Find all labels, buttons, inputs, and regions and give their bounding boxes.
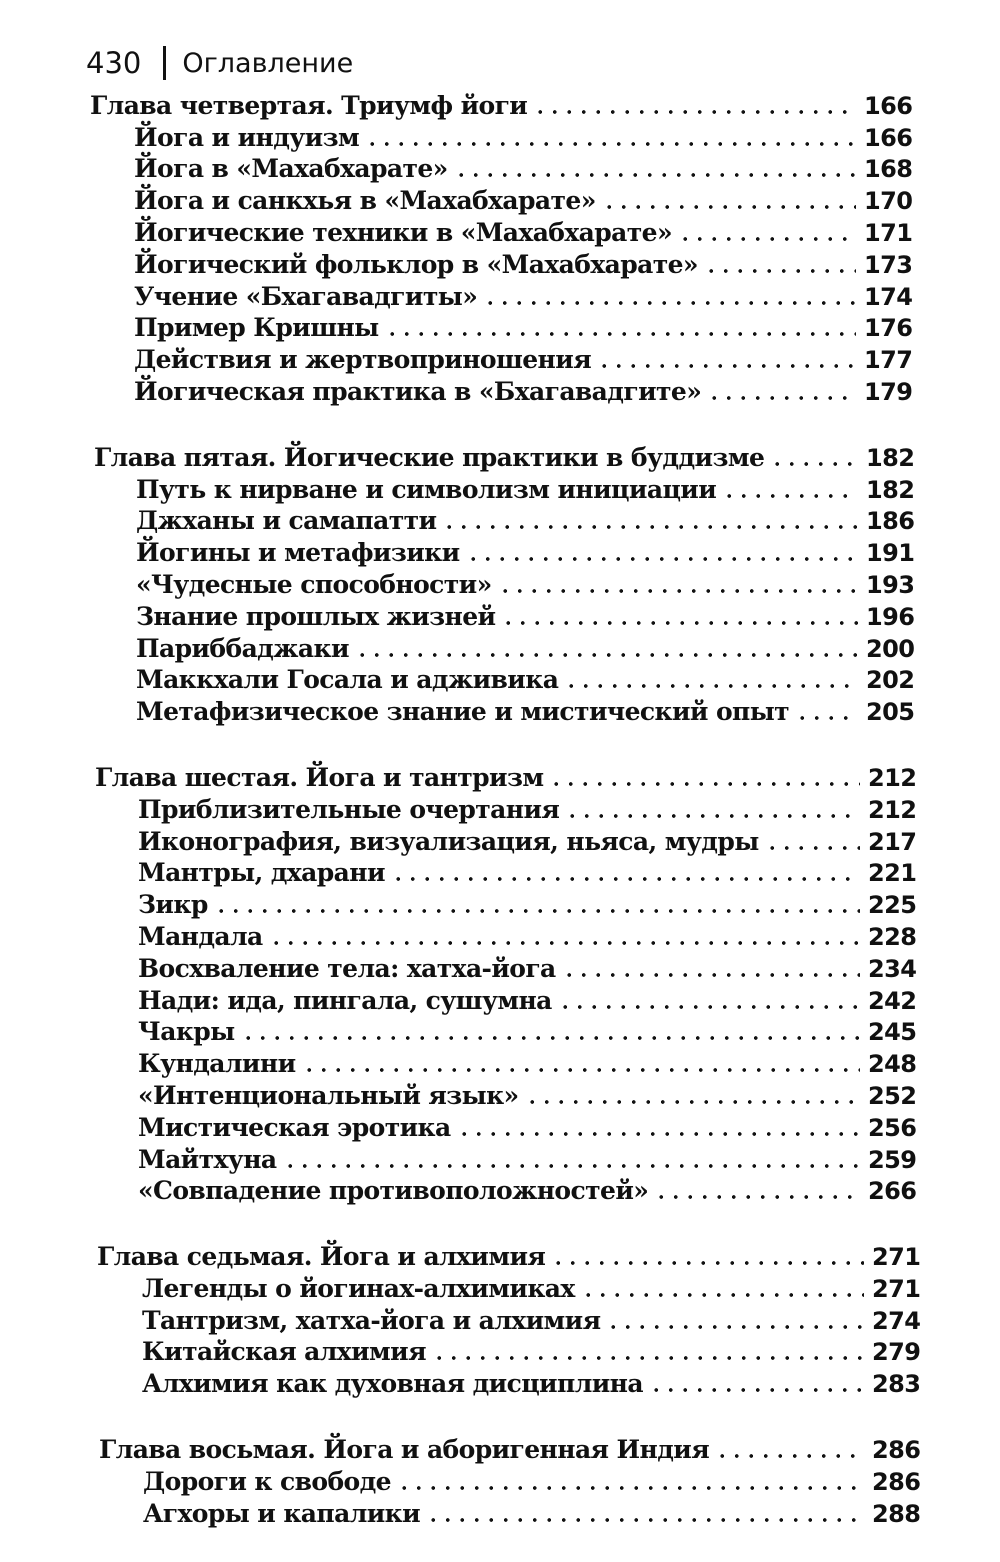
toc-entry-title: Чакры [138, 1017, 235, 1047]
toc-entry-page: 228 [868, 922, 917, 951]
toc-chapter [0, 1430, 1000, 1528]
toc-entry-title: Действия и жертвоприношения [134, 345, 592, 375]
toc-entry[interactable] [0, 854, 917, 888]
dot-leader [765, 846, 860, 850]
toc-entry-page: 186 [866, 507, 915, 536]
toc-entry-page: 170 [864, 187, 913, 216]
toc-entry-page: 221 [868, 859, 917, 888]
dot-leader [597, 364, 856, 368]
dot-leader [715, 1454, 864, 1458]
toc-entry-title: Дороги к свободе [143, 1466, 391, 1496]
toc-entry-title: Легенды о йогинах-алхимиках [142, 1273, 575, 1303]
toc-entry[interactable] [0, 309, 913, 343]
toc-entry[interactable] [0, 277, 913, 311]
toc-entry[interactable] [0, 661, 915, 695]
toc-entry-page: 286 [872, 1436, 921, 1465]
toc-entry-title: Париббаджаки [136, 633, 349, 663]
toc-entry[interactable] [0, 1494, 921, 1528]
dot-leader [606, 1325, 864, 1329]
toc-entry-page: 259 [868, 1145, 917, 1174]
toc-entry-page: 225 [868, 891, 917, 920]
dot-leader [722, 494, 858, 498]
toc-chapter-heading[interactable] [0, 1237, 921, 1272]
toc-entry-title: Агхоры и капалики [143, 1498, 421, 1528]
toc-entry[interactable] [0, 790, 917, 824]
toc-entry[interactable] [0, 629, 915, 663]
toc-entry[interactable] [0, 1172, 917, 1206]
toc-entry[interactable] [0, 245, 913, 279]
dot-leader [385, 332, 856, 336]
toc-entry[interactable] [0, 917, 917, 951]
toc-entry-page: 217 [868, 827, 917, 856]
table-of-contents [0, 86, 1000, 1560]
toc-entry-title: Мандала [138, 921, 263, 951]
toc-entry[interactable] [0, 1013, 917, 1047]
toc-entry-title: Метафизическое знание и мистический опыт [136, 697, 790, 727]
toc-entry[interactable] [0, 213, 913, 247]
toc-entry[interactable] [0, 118, 913, 152]
toc-chapter [0, 438, 1000, 727]
toc-entry-page: 174 [864, 282, 913, 311]
dot-leader [770, 462, 858, 466]
dot-leader [564, 684, 858, 688]
dot-leader [649, 1388, 864, 1392]
toc-entry[interactable] [0, 533, 915, 568]
toc-entry-page: 182 [866, 443, 915, 472]
toc-entry[interactable] [0, 181, 913, 216]
toc-entry-title: Глава пятая. Йогические практики в буддизме [94, 442, 765, 472]
dot-leader [654, 1195, 860, 1199]
toc-entry[interactable] [0, 1044, 917, 1079]
dot-leader [565, 814, 860, 818]
dot-leader [241, 1036, 860, 1040]
toc-entry-page: 212 [868, 763, 917, 792]
toc-entry[interactable] [0, 502, 915, 536]
dot-leader [533, 110, 856, 114]
header-separator [163, 46, 166, 80]
toc-entry-title: Знание прошлых жизней [136, 601, 496, 631]
toc-entry[interactable] [0, 1301, 921, 1335]
toc-entry-title: Иконография, визуализация, ньяса, мудры [138, 826, 759, 856]
toc-entry-page: 166 [864, 91, 913, 120]
toc-entry-page: 283 [872, 1370, 921, 1399]
dot-leader [454, 173, 856, 177]
dot-leader [432, 1356, 864, 1360]
toc-chapter-heading[interactable] [0, 758, 917, 792]
dot-leader [498, 589, 858, 593]
toc-entry-page: 274 [872, 1306, 921, 1335]
toc-entry-page: 242 [868, 986, 917, 1015]
toc-entry[interactable] [0, 150, 913, 184]
toc-entry-title: «Интенциональный язык» [138, 1080, 519, 1110]
toc-entry-title: Йога в «Махабхарате» [134, 154, 448, 184]
toc-entry[interactable] [0, 1140, 917, 1174]
toc-entry-page: 168 [864, 155, 913, 184]
toc-entry-title: Йога и индуизм [134, 122, 360, 152]
toc-entry-page: 179 [864, 377, 913, 406]
toc-entry-title: Йогическая практика в «Бхагавадгите» [134, 376, 702, 406]
toc-entry[interactable] [0, 981, 917, 1015]
running-head [86, 46, 353, 80]
toc-entry-title: Китайская алхимия [142, 1337, 426, 1367]
dot-leader [525, 1100, 860, 1104]
dot-leader [678, 237, 856, 241]
toc-entry-title: Йога и санкхья в «Махабхарате» [134, 186, 596, 216]
toc-entry-title: Майтхуна [138, 1144, 277, 1174]
dot-leader [269, 941, 860, 945]
page-number: 430 [86, 46, 142, 80]
toc-chapter-heading[interactable] [0, 1430, 921, 1465]
dot-leader [466, 557, 858, 561]
dot-leader [581, 1293, 864, 1297]
toc-entry-title: «Чудесные способности» [136, 569, 492, 599]
toc-entry-title: Восхваление тела: хатха-йога [138, 953, 556, 983]
toc-entry-title: Йогические техники в «Махабхарате» [134, 217, 672, 247]
dot-leader [704, 269, 856, 273]
dot-leader [483, 301, 856, 305]
dot-leader [355, 653, 858, 657]
dot-leader [426, 1518, 864, 1522]
toc-entry-page: 171 [864, 218, 913, 247]
toc-entry[interactable] [0, 692, 915, 727]
dot-leader [365, 142, 856, 146]
toc-entry-page: 245 [868, 1018, 917, 1047]
toc-chapter-heading[interactable] [0, 86, 913, 120]
dot-leader [442, 525, 858, 529]
toc-entry-page: 193 [866, 570, 915, 599]
dot-leader [214, 909, 860, 913]
dot-leader [391, 877, 860, 881]
toc-entry[interactable] [0, 1076, 917, 1110]
toc-entry-page: 271 [872, 1274, 921, 1303]
toc-entry[interactable] [0, 1269, 921, 1303]
toc-entry-page: 288 [872, 1499, 921, 1528]
toc-entry-title: Джханы и самапатти [136, 506, 437, 536]
toc-entry[interactable] [0, 1333, 921, 1367]
toc-entry-page: 266 [868, 1177, 917, 1206]
toc-entry-title: Мантры, дхарани [138, 858, 385, 888]
toc-entry-title: Глава восьмая. Йога и аборигенная Индия [99, 1435, 710, 1465]
toc-chapter [0, 1237, 1000, 1399]
toc-entry-page: 177 [864, 346, 913, 375]
dot-leader [795, 716, 858, 720]
toc-entry-title: Глава четвертая. Триумф йоги [90, 90, 528, 120]
toc-entry-title: Йогины и метафизики [136, 538, 460, 568]
toc-entry-page: 202 [866, 666, 915, 695]
toc-entry-page: 196 [866, 602, 915, 631]
toc-entry-title: Пример Кришны [134, 313, 379, 343]
dot-leader [707, 396, 856, 400]
toc-entry-page: 234 [868, 954, 917, 983]
toc-entry-page: 271 [872, 1243, 921, 1272]
dot-leader [602, 205, 856, 209]
toc-entry-title: «Совпадение противоположностей» [138, 1176, 649, 1206]
dot-leader [501, 621, 858, 625]
dot-leader [397, 1486, 864, 1490]
toc-entry-page: 200 [866, 634, 915, 663]
dot-leader [562, 973, 860, 977]
toc-entry-title: Алхимия как духовная дисциплина [142, 1369, 643, 1399]
toc-entry-page: 182 [866, 475, 915, 504]
toc-entry[interactable] [0, 565, 915, 599]
toc-entry-page: 166 [864, 123, 913, 152]
toc-entry-page: 173 [864, 250, 913, 279]
toc-entry-title: Зикр [138, 890, 208, 920]
toc-entry-title: Нади: ида, пингала, сушумна [138, 985, 552, 1015]
toc-entry-page: 191 [866, 539, 915, 568]
dot-leader [283, 1164, 860, 1168]
toc-entry-title: Путь к нирване и символизм инициации [136, 474, 717, 504]
toc-chapter-heading[interactable] [0, 438, 915, 472]
toc-entry[interactable] [0, 597, 915, 631]
toc-entry[interactable] [0, 949, 917, 983]
dot-leader [558, 1005, 860, 1009]
toc-entry-title: Приблизительные очертания [138, 794, 560, 824]
toc-entry-title: Учение «Бхагавадгиты» [134, 281, 478, 311]
toc-entry-page: 279 [872, 1338, 921, 1367]
toc-chapter [0, 758, 1000, 1206]
toc-entry-page: 286 [872, 1467, 921, 1496]
toc-entry[interactable] [0, 1462, 921, 1496]
toc-entry-page: 256 [868, 1113, 917, 1142]
toc-entry[interactable] [0, 340, 913, 375]
toc-entry[interactable] [0, 1364, 921, 1399]
toc-entry-title: Йогический фольклор в «Махабхарате» [134, 249, 698, 279]
toc-entry-title: Тантризм, хатха-йога и алхимия [142, 1305, 601, 1335]
dot-leader [302, 1068, 860, 1072]
toc-entry-title: Маккхали Госала и адживика [136, 665, 559, 695]
toc-entry[interactable] [0, 822, 917, 856]
toc-chapter [0, 86, 1000, 404]
toc-entry[interactable] [0, 1108, 917, 1142]
toc-entry-page: 252 [868, 1081, 917, 1110]
toc-entry-title: Кундалини [138, 1049, 296, 1079]
toc-entry-page: 248 [868, 1050, 917, 1079]
dot-leader [457, 1132, 860, 1136]
toc-entry[interactable] [0, 885, 917, 920]
toc-entry-page: 205 [866, 698, 915, 727]
toc-entry-title: Мистическая эротика [138, 1112, 451, 1142]
toc-entry-page: 176 [864, 314, 913, 343]
toc-entry-title: Глава шестая. Йога и тантризм [95, 762, 544, 792]
dot-leader [551, 1261, 864, 1265]
toc-entry[interactable] [0, 470, 915, 504]
toc-entry-page: 212 [868, 795, 917, 824]
toc-entry-title: Глава седьмая. Йога и алхимия [97, 1242, 546, 1272]
section-title: Оглавление [182, 47, 354, 79]
dot-leader [549, 782, 860, 786]
toc-entry[interactable] [0, 372, 913, 406]
